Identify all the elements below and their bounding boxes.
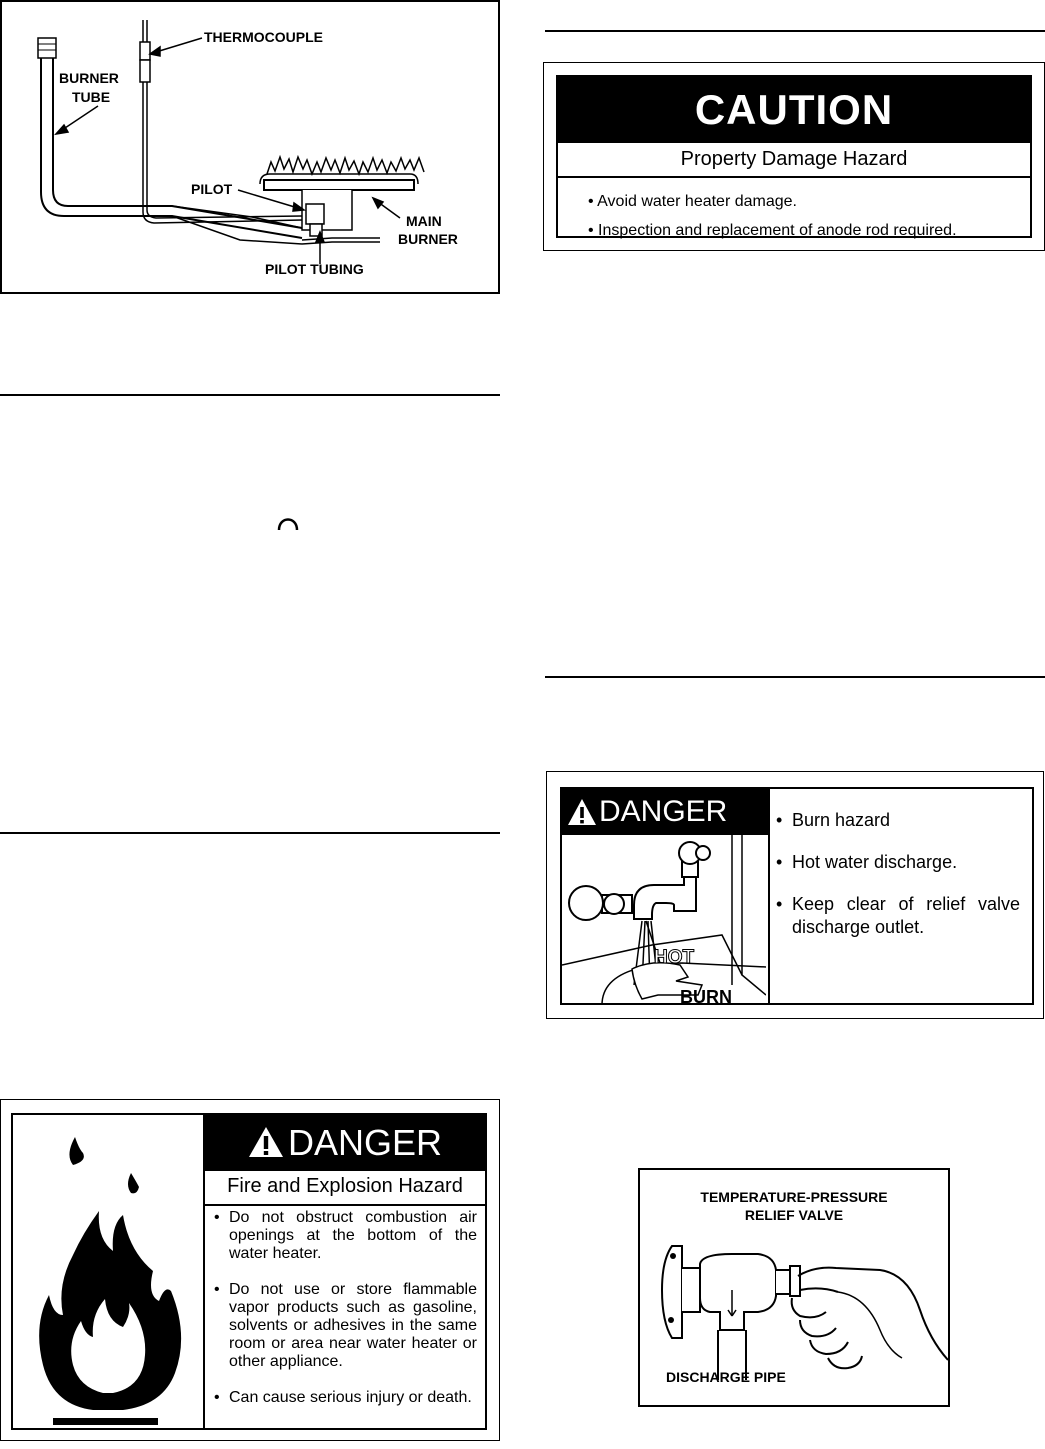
- caution-subtitle: Property Damage Hazard: [558, 143, 1030, 178]
- fire-bullet-2: • Do not use or store flammable vapor products such as gasoline, solvents or adhesives in the same room or area near water heater or other appliance.: [214, 1281, 477, 1370]
- hot-faucet-picture: [562, 835, 766, 1005]
- burner-tube-label-line2: TUBE: [72, 89, 111, 105]
- pilot-tubing-label: PILOT TUBING: [265, 261, 364, 277]
- burn-danger-frame: [560, 787, 1034, 1005]
- section-rule-left-2: [0, 832, 500, 834]
- burner-tube-label-line1: BURNER: [59, 70, 119, 86]
- caution-bullet-2: • Inspection and replacement of anode rod required.: [588, 222, 957, 239]
- warning-triangle-icon: [567, 798, 597, 826]
- burn-danger-header: [562, 789, 768, 835]
- discharge-pipe-label: DISCHARGE PIPE: [666, 1369, 786, 1385]
- arc-mark-icon: [276, 512, 300, 532]
- relief-valve-drawing: [640, 1170, 948, 1405]
- fire-danger-header: [205, 1115, 485, 1171]
- fire-bullet-1: • Do not obstruct combustion air openings at the bottom of the water heater.: [214, 1209, 477, 1262]
- burn-danger-title: DANGER: [599, 795, 728, 828]
- caution-label-frame: [556, 75, 1032, 238]
- fire-danger-label: [0, 1099, 500, 1441]
- main-burner-label-line2: BURNER: [398, 231, 458, 247]
- fire-danger-title: DANGER: [287, 1122, 443, 1163]
- burn-bullet-1: • Burn hazard: [776, 810, 891, 830]
- hot-picture-text: HOT: [654, 947, 695, 968]
- fire-danger-subtitle: Fire and Explosion Hazard: [205, 1171, 485, 1206]
- thermocouple-label: THERMOCOUPLE: [204, 29, 323, 45]
- burn-bullet-2: • Hot water discharge.: [776, 852, 958, 872]
- relief-valve-diagram: [638, 1168, 950, 1407]
- section-rule-left-1: [0, 394, 500, 396]
- section-rule-right-2: [545, 676, 1045, 678]
- main-burner-label-line1: MAIN: [406, 213, 442, 229]
- caution-title: CAUTION: [558, 77, 1030, 143]
- fire-danger-bullets: [211, 1209, 477, 1425]
- fire-danger-frame: [11, 1113, 487, 1430]
- burner-assembly-diagram: [0, 0, 500, 294]
- section-rule-right-1: [545, 30, 1045, 32]
- burn-picture-text: BURN: [680, 987, 732, 1005]
- flame-icon: [13, 1115, 201, 1435]
- burn-danger-label: [546, 771, 1044, 1019]
- caution-label: [543, 62, 1045, 251]
- pilot-label: PILOT: [191, 181, 233, 197]
- warning-triangle-icon: [248, 1126, 284, 1158]
- caution-bullet-1: • Avoid water heater damage.: [588, 193, 797, 210]
- fire-bullet-3: • Can cause serious injury or death.: [214, 1389, 472, 1406]
- valve-label-line2: RELIEF VALVE: [744, 1207, 844, 1223]
- burn-bullet-3: • Keep clear of relief valve discharge outlet.: [776, 894, 1020, 937]
- burn-danger-bullets: [774, 809, 1020, 958]
- valve-label-line1: TEMPERATURE-PRESSURE: [700, 1189, 888, 1205]
- burn-danger-divider: [768, 789, 770, 1003]
